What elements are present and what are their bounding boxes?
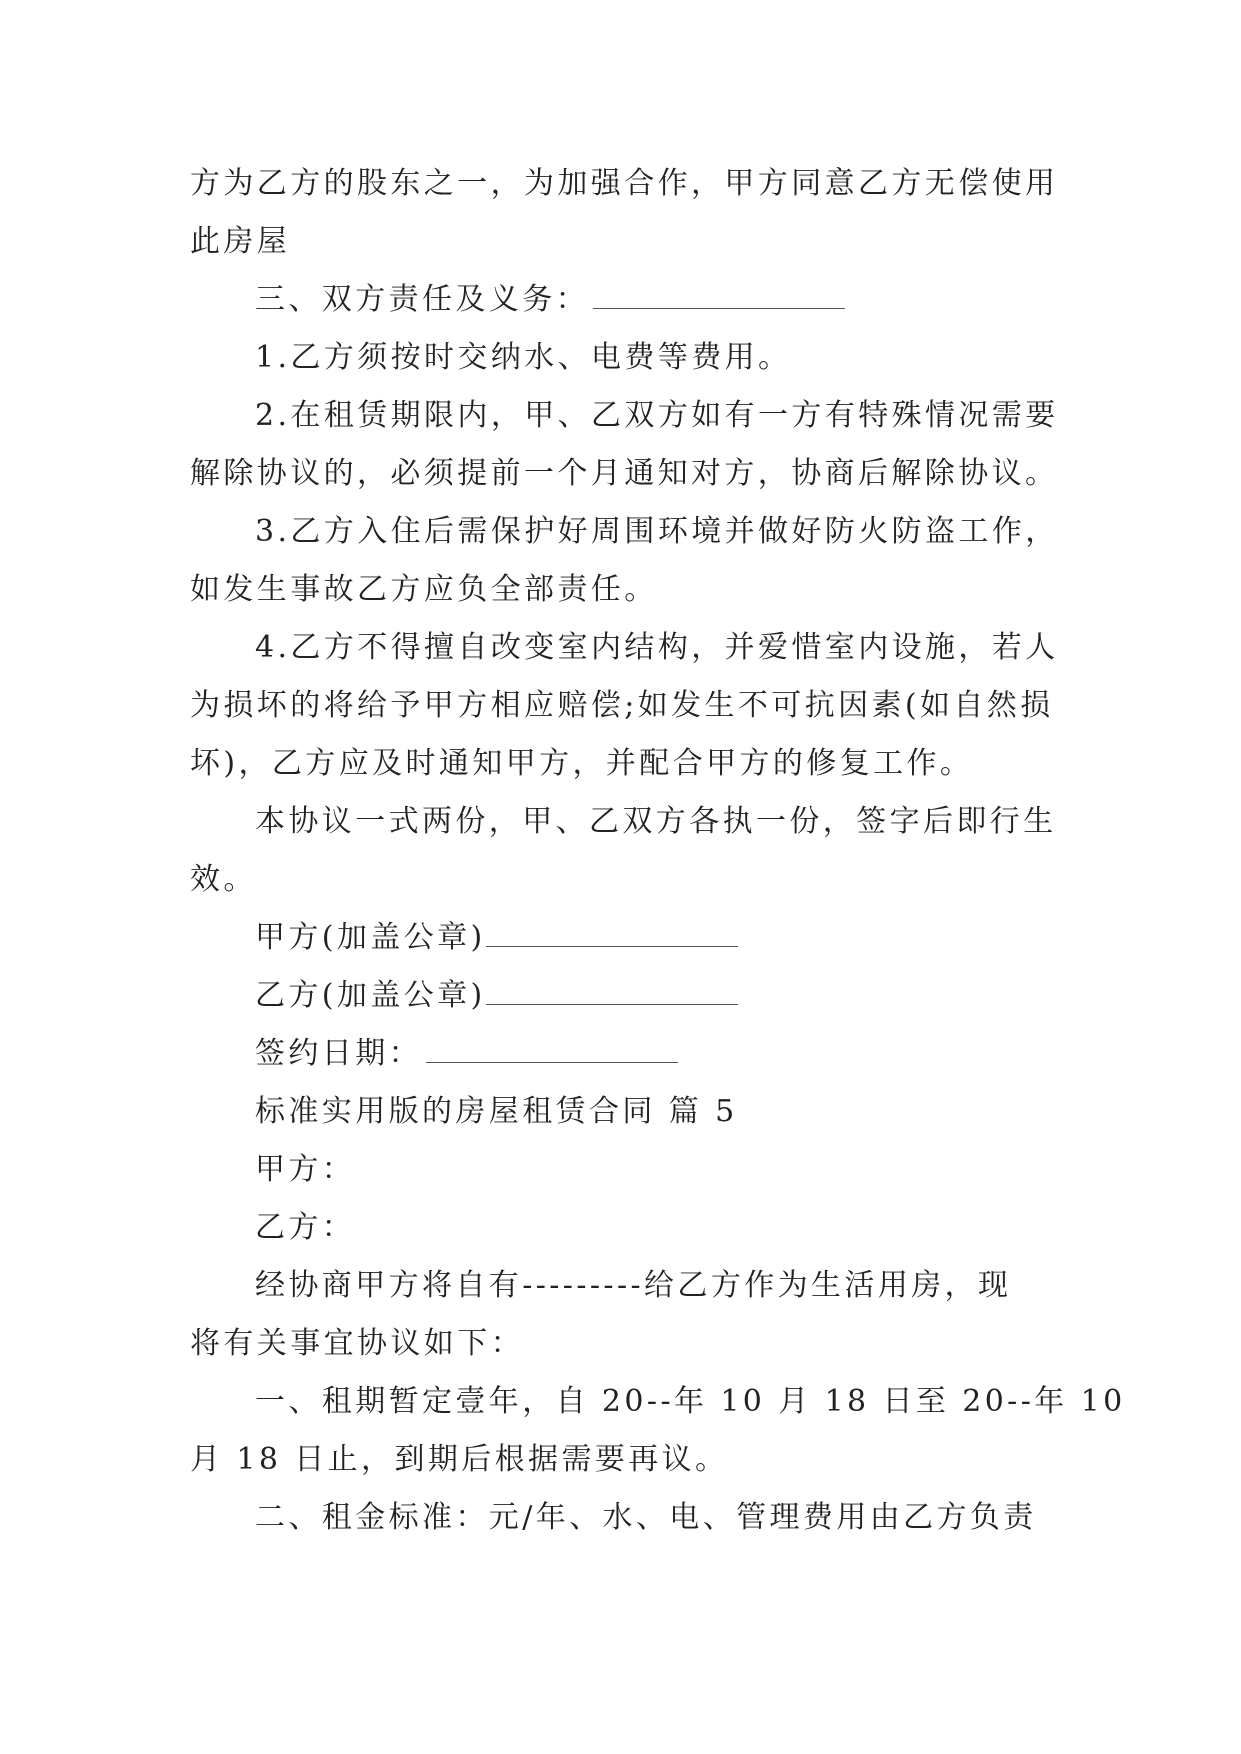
paragraph-line: 将有关事宜协议如下： xyxy=(190,1326,524,1361)
heading-text: 三、双方责任及义务： xyxy=(255,282,589,317)
paragraph-line: 月 18 日止，到期后根据需要再议。 xyxy=(190,1442,729,1477)
paragraph-line: 方为乙方的股东之一，为加强合作，甲方同意乙方无偿使用 xyxy=(190,166,1059,201)
clause-lease-term: 一、租期暂定壹年，自 20--年 10 月 18 日至 20--年 10 xyxy=(255,1384,1126,1419)
intro-paragraph: 经协商甲方将自有---------给乙方作为生活用房，现 xyxy=(255,1268,1012,1303)
clause-1: 1.乙方须按时交纳水、电费等费用。 xyxy=(255,340,792,375)
signature-blank xyxy=(593,280,845,309)
party-a-seal-line xyxy=(255,914,738,962)
agreement-copies: 本协议一式两份，甲、乙双方各执一份，签字后即行生 xyxy=(255,804,1057,839)
clause-3: 3.乙方入住后需保护好周围环境并做好防火防盗工作， xyxy=(255,514,1059,549)
paragraph-line: 此房屋 xyxy=(190,224,291,259)
party-b-label: 乙方： xyxy=(255,1210,356,1245)
sign-date-label: 签约日期： xyxy=(255,1036,422,1071)
signature-blank xyxy=(486,918,738,947)
clause-2: 2.在租赁期限内，甲、乙双方如有一方有特殊情况需要 xyxy=(255,398,1059,433)
party-b-seal-line xyxy=(255,972,738,1020)
paragraph-line: 效。 xyxy=(190,862,257,897)
section-heading-responsibilities xyxy=(255,276,845,324)
party-b-seal-label: 乙方(加盖公章) xyxy=(255,978,486,1013)
section-title: 标准实用版的房屋租赁合同 篇 5 xyxy=(255,1094,738,1129)
clause-rent: 二、租金标准：元/年、水、电、管理费用由乙方负责 xyxy=(255,1500,1037,1535)
clause-4: 4.乙方不得擅自改变室内结构，并爱惜室内设施，若人 xyxy=(255,630,1059,665)
paragraph-line: 解除协议的，必须提前一个月通知对方，协商后解除协议。 xyxy=(190,456,1059,491)
party-a-label: 甲方： xyxy=(255,1152,356,1187)
party-a-seal-label: 甲方(加盖公章) xyxy=(255,920,486,955)
signature-blank xyxy=(426,1034,678,1063)
signature-blank xyxy=(486,976,738,1005)
paragraph-line: 为损坏的将给予甲方相应赔偿;如发生不可抗因素(如自然损 xyxy=(190,688,1054,723)
paragraph-line: 坏)，乙方应及时通知甲方，并配合甲方的修复工作。 xyxy=(190,746,974,781)
sign-date-line xyxy=(255,1030,678,1078)
paragraph-line: 如发生事故乙方应负全部责任。 xyxy=(190,572,658,607)
